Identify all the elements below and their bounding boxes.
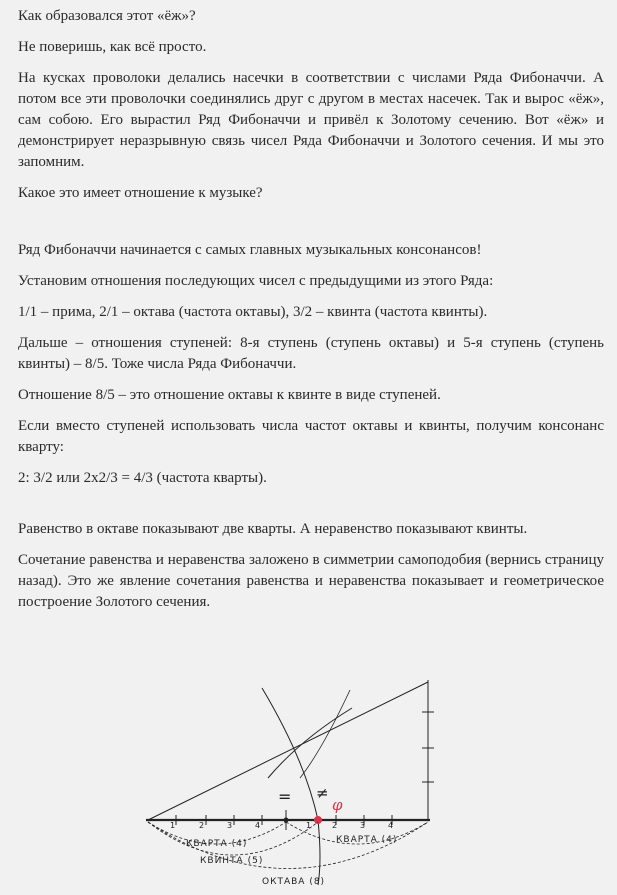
- label-oktava: ОКТАВА (8): [262, 877, 326, 887]
- tick-left-3: 3: [227, 821, 233, 830]
- document-text: [18, 6, 604, 623]
- center-point: [284, 818, 289, 823]
- tick-right-3: 3: [360, 821, 366, 830]
- tick-left-2: 2: [199, 821, 205, 830]
- tick-right-1: 1: [306, 821, 312, 830]
- golden-section-diagram: [0, 670, 617, 895]
- paragraph-hedgehog: На кусках проволоки делались насечки в соответствии с числами Ряда Фибоначчи. А потом все эти проволочки соединялись друг с другом в местах насечек. Так и вырос «ёж», сам собою. Его вырастил Ряд Фибоначчи и привёл к Золотому сечению. Вот «ёж» и демонстрирует неразрывную связь чисел Ряда Фибоначчи и Золотого сечения. И мы это запомним.: [18, 70, 604, 170]
- compass-arc-2: [268, 708, 352, 778]
- tick-left-1: 1: [170, 821, 176, 830]
- paragraph-kvarta: Если вместо ступеней использовать числа частот октавы и квинты, получим консонанс кварту:: [18, 418, 604, 455]
- paragraph-prima: 1/1 – прима, 2/1 – октава (частота октавы), 3/2 – квинта (частота квинты).: [18, 304, 488, 320]
- tick-left-4: 4: [255, 821, 261, 830]
- label-kvinta: КВИНТА (5): [200, 856, 264, 866]
- not-equal-mark: ≠: [316, 784, 329, 802]
- question-1: Как образовался этот «ёж»?: [18, 8, 196, 24]
- tick-right-4: 4: [388, 821, 394, 830]
- answer-1: Не поверишь, как всё просто.: [18, 39, 207, 55]
- paragraph-equality: Равенство в октаве показывают две кварты. А неравенство показывают квинты.: [18, 521, 528, 537]
- paragraph-ratios: Установим отношения последующих чисел с предыдущими из этого Ряда:: [18, 273, 494, 289]
- paragraph-steps: Дальше – отношения ступеней: 8-я ступень (ступень октавы) и 5-я ступень (ступень квинты) – 8/5. Тоже числа Ряда Фибоначчи.: [18, 335, 604, 372]
- tick-right-2: 2: [332, 821, 338, 830]
- golden-point: [314, 816, 322, 824]
- compass-arc-3: [300, 690, 350, 778]
- paragraph-formula: 2: 3/2 или 2х2/3 = 4/3 (частота кварты).: [18, 470, 267, 486]
- paragraph-consonances: Ряд Фибоначчи начинается с самых главных музыкальных консонансов!: [18, 242, 482, 258]
- phi-mark: φ: [332, 796, 343, 814]
- label-kvarta-right: КВАРТА (4): [336, 835, 398, 845]
- paragraph-8-5: Отношение 8/5 – это отношение октавы к квинте в виде ступеней.: [18, 387, 441, 403]
- label-kvarta-left: КВАРТА (4): [186, 839, 248, 849]
- question-2: Какое это имеет отношение к музыке?: [18, 185, 263, 201]
- equal-mark: =: [278, 787, 292, 806]
- paragraph-symmetry: Сочетание равенства и неравенства заложено в симметрии самоподобия (вернись страницу назад). Это же явление сочетания равенства и неравенства показывает и геометрическое построение Золотого сечения.: [18, 552, 604, 610]
